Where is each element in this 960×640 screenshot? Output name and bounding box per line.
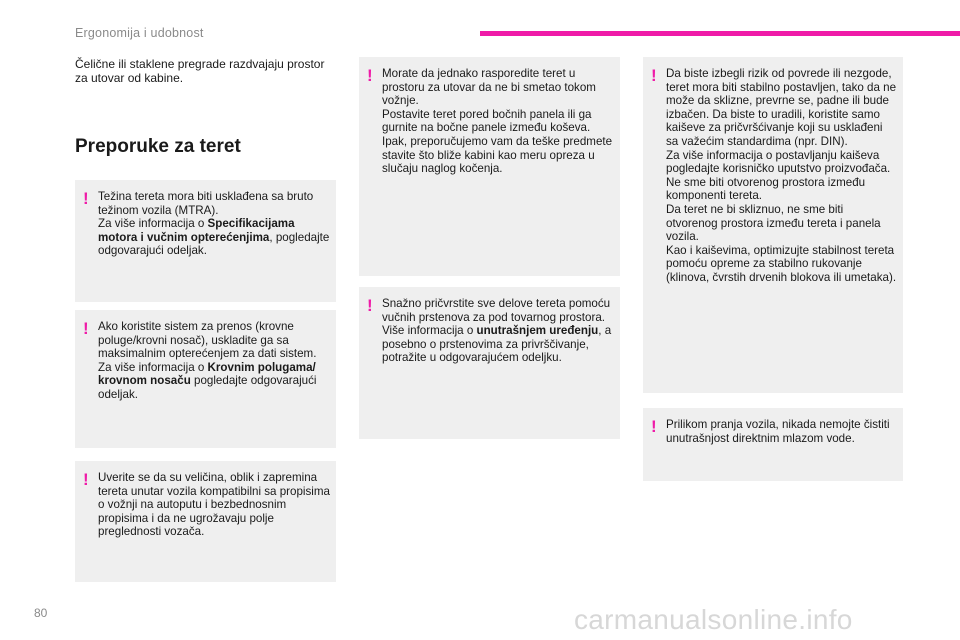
warning-box-load-size	[75, 461, 336, 582]
watermark: carmanualsonline.info	[574, 604, 853, 635]
section-title: Preporuke za teret	[75, 136, 241, 157]
warning-icon: !	[651, 417, 657, 436]
warning-box-distribute-load	[359, 57, 620, 276]
warning-text: Ako koristite sistem za prenos (krovne poluge/krovni nosač), uskladite ga sa maksimalnim opterećenjem za dati sistem. Za više informacija o Krovnim polugama/ krovnom nosaču pogledajte odgovarajući odeljak.	[98, 320, 317, 401]
warning-text: Prilikom pranja vozila, nikada nemojte čistiti unutrašnjost direktnim mlazom vode.	[666, 418, 890, 445]
warning-icon: !	[367, 66, 373, 85]
warning-text: Da biste izbegli rizik od povrede ili nezgode, teret mora biti stabilno postavljen, tako da ne može da sklizne, prevrne se, padne ili bude izbačen. Da biste to uradili, koristite samo kaiševe za pričvršćivanje koji su usklađeni sa važećim standardima (npr. DIN). Za više informacija o postavljanju kaiševa pogledajte korisničko uputstvo proizvođača. Ne sme biti otvorenog prostora između komponenti tereta. Da teret ne bi skliznuo, ne sme biti otvorenog prostora između tereta i panela vozila. Kao i kaiševima, optimizujte stabilnost tereta pomoću opreme za stabilno rukovanje (klinova, čvrstih drvenih blokova ili umetaka).	[666, 67, 897, 284]
warning-icon: !	[651, 66, 657, 85]
warning-text: Težina tereta mora biti usklađena sa bruto težinom vozila (MTRA). Za više informacija o Specifikacijama motora i vučnim opterećenjima, pogledajte odgovarajući odeljak.	[98, 190, 330, 258]
warning-text: Uverite se da su veličina, oblik i zapremina tereta unutar vozila kompatibilni sa propisima o vožnji na autoputu i bezbednosnim propisima i da ne ugrožavaju polje preglednosti vozača.	[98, 471, 330, 539]
warning-box-stability	[643, 57, 903, 393]
page-number: 80	[34, 606, 48, 620]
warning-icon: !	[83, 319, 89, 338]
chapter-accent-bar	[480, 31, 960, 36]
warning-text: Morate da jednako rasporedite teret u prostoru za utovar da ne bi smetao tokom vožnje. Postavite teret pored bočnih panela ili ga gurnite na bočne panele između koševa. Ipak, preporučujemo vam da teške predmete stavite što bliže kabini kao meru opreza u slučaju naglog kočenja.	[382, 67, 613, 176]
warning-icon: !	[83, 189, 89, 208]
warning-icon: !	[367, 296, 373, 315]
warning-box-weight	[75, 180, 336, 302]
warning-box-roof-bars	[75, 310, 336, 448]
intro-paragraph: Čelične ili staklene pregrade razdvajaju prostor za utovar od kabine.	[75, 57, 325, 85]
chapter-title: Ergonomija i udobnost	[75, 26, 204, 40]
warning-box-secure-load	[359, 287, 620, 439]
warning-icon: !	[83, 470, 89, 489]
warning-box-washing	[643, 408, 903, 481]
warning-text: Snažno pričvrstite sve delove tereta pomoću vučnih prstenova za pod tovarnog prostora. Više informacija o unutrašnjem uređenju, a posebno o prstenovima za privrščivanje, potražite u odgovarajućem odeljku.	[382, 297, 612, 365]
